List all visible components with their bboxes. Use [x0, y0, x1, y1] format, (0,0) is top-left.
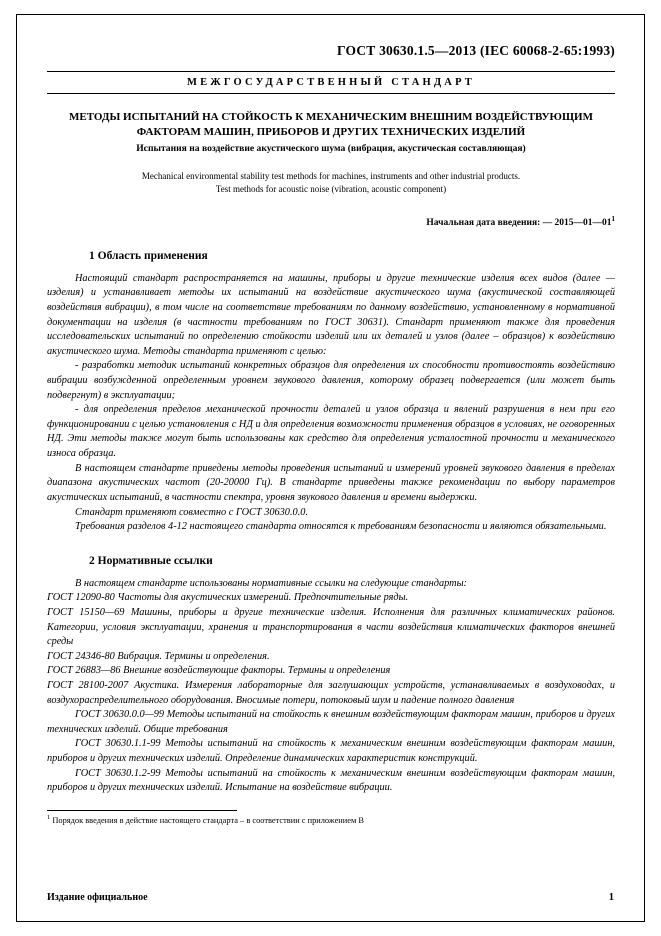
footnote-marker: 1 [47, 813, 51, 821]
reference-item: ГОСТ 28100-2007 Акустика. Измерения лабораторные для заглушающих устройств, устанавливаемых в воздуховодах, и воздухораспределительного оборудования. Вносимые потери, потоковый шум и падение полного давления [47, 680, 615, 706]
document-page [16, 14, 645, 922]
title-en-line-1: Mechanical environmental stability test methods for machines, instruments and other industrial products. [141, 170, 521, 181]
section-1-heading: 1 Область применения [89, 249, 208, 262]
title-en-line-2: Test methods for acoustic noise (vibration, acoustic component) [215, 184, 447, 195]
reference-item: ГОСТ 30630.0.0—99 Методы испытаний на стойкость к внешним воздействующим факторам машин, приборов и других технических изделий. Общие требования [47, 709, 615, 735]
document-title-english [47, 170, 615, 197]
reference-item: ГОСТ 24346-80 Вибрация. Термины и определения. [47, 650, 270, 662]
normative-references-list [47, 577, 615, 796]
document-title [47, 110, 615, 156]
section-2-heading: 2 Нормативные ссылки [89, 554, 213, 567]
page-footer [47, 892, 614, 903]
reference-item: ГОСТ 12090-80 Частоты для акустических измерений. Предпочтительные ряды. [47, 592, 409, 604]
document-code: ГОСТ 30630.1.5—2013 (IEC 60068-2-65:1993) [337, 43, 615, 58]
section-2-intro: В настоящем стандарте использованы нормативные ссылки на следующие стандарты: [75, 577, 467, 589]
introduction-date-text: Начальная дата введения: — 2015—01—01 [426, 217, 612, 228]
section-1-paragraph-3: - для определения пределов механической прочности деталей и узлов образца и явлений разрушения в нем при его функционировании с целью установления с НД и для определения возможности применения образцов в условиях, не оговоренных НД. Эти методы также могут быть использованы как средство для определения усталостной прочности и механического износа образца. [47, 404, 615, 460]
reference-item: ГОСТ 15150—69 Машины, приборы и другие технические изделия. Исполнения для различных климатических районов. Категории, условия эксплуатации, хранения и транспортирования в части воздействия климатических факторов внешней среды [47, 606, 615, 648]
standard-band: МЕЖГОСУДАРСТВЕННЫЙ СТАНДАРТ [47, 71, 615, 94]
section-1-paragraph-4: В настоящем стандарте приведены методы проведения испытаний и измерений уровней звукового давления в пределах диапазона акустических частот (20-20000 Гц). В стандарте приведены также рекомендации по выбору параметров акустических испытаний, в частности спектра, уровня звукового давления и времени выдержки. [47, 462, 615, 503]
official-edition-label: Издание официальное [47, 892, 148, 903]
footnote-text: Порядок введения в действие настоящего стандарта – в соответствии с приложением В [52, 815, 364, 825]
page-content [47, 43, 615, 827]
footnote-separator [47, 810, 237, 811]
introduction-date-footnote-marker: 1 [611, 214, 615, 223]
title-subtitle: Испытания на воздействие акустического шума (вибрация, акустическая составляющая) [136, 142, 526, 154]
title-line-1: МЕТОДЫ ИСПЫТАНИЙ НА СТОЙКОСТЬ К МЕХАНИЧЕСКИМ ВНЕШНИМ ВОЗДЕЙСТВУЮЩИМ [69, 111, 593, 123]
section-1-paragraph-6: Требования разделов 4-12 настоящего стандарта относятся к требованиям безопасности и являются обязательными. [75, 521, 607, 533]
section-1-paragraph-2: - разработки методик испытаний конкретных образцов для определения их способности противостоять воздействию вибрации возбужденной определенным уровнем звукового давления, которому образец подвергается (или может быть подвергнут) в эксплуатации; [47, 360, 615, 401]
introduction-date [47, 215, 615, 228]
reference-item: ГОСТ 30630.1.2-99 Методы испытаний на стойкость к механическим внешним воздействующим факторам машин, приборов и других технических изделий. Испытание на воздействие вибрации. [47, 767, 615, 794]
reference-item: ГОСТ 26883—86 Внешние воздействующие факторы. Термины и определения [47, 665, 391, 677]
section-1-paragraph-1: Настоящий стандарт распространяется на машины, приборы и другие технические изделия всех видов (далее — изделия) и устанавливает методы их испытаний на воздействие акустического шума (акустической составляющей воздействия вибрации), в том числе на соответствие требованиям по данному воздействию, установленному в нормативной документации на изделия (в частности требованиям по ГОСТ 30631). Стандарт применяют также для проведения исследовательских испытаний по определению стойкости изделий или их деталей и узлов (далее – образцов) к воздействию акустического шума. Методы стандарта применяют с целью: [47, 272, 615, 357]
title-line-2: ФАКТОРАМ МАШИН, ПРИБОРОВ И ДРУГИХ ТЕХНИЧЕСКИХ ИЗДЕЛИЙ [136, 125, 526, 138]
page-number: 1 [608, 892, 614, 903]
section-1-paragraph-5: Стандарт применяют совместно с ГОСТ 30630.0.0. [75, 506, 308, 518]
reference-item: ГОСТ 30630.1.1-99 Методы испытаний на стойкость к механическим внешним воздействующим факторам машин, приборов и других технических изделий. Определение динамических характеристик конструкций. [47, 738, 615, 765]
footnote [47, 814, 615, 827]
